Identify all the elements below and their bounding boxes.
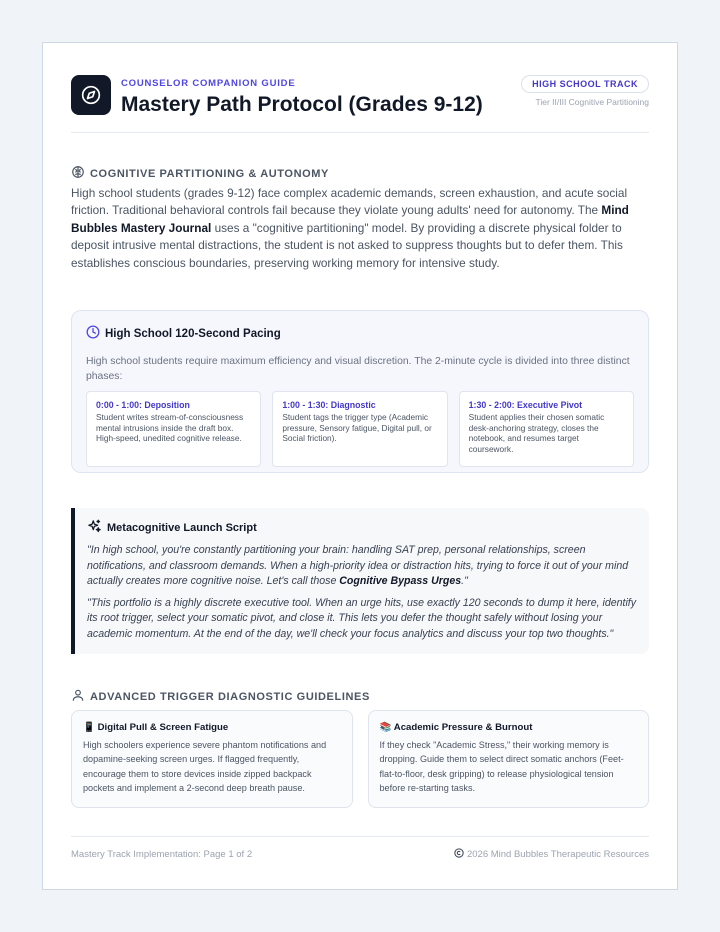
script-p1-a: "In high school, you're constantly partitioning your brain: handling SAT prep, personal relationships, screen notifications, and classroom demands. When a high-priority idea or distraction hits, trying to force it out of your mind actually creates more cognitive noise. Let's call those bbox=[87, 544, 629, 587]
pacing-description: High school students require maximum efficiency and visual discretion. The 2-minute cycle is divided into three distinct phases: bbox=[86, 356, 630, 382]
document-header bbox=[71, 75, 649, 133]
copyright-icon bbox=[454, 848, 464, 861]
script-p1-bold: Cognitive Bypass Urges bbox=[339, 575, 462, 587]
books-icon: 📚 bbox=[379, 722, 392, 733]
script-paragraph-1 bbox=[87, 543, 637, 590]
section-heading-diagnostics bbox=[71, 688, 370, 705]
card-heading bbox=[380, 722, 638, 733]
diagnostic-card-academic bbox=[368, 710, 650, 808]
phase-text: Student tags the trigger type (Academic pressure, Sensory fatigue, Digital pull, or Social friction). bbox=[282, 412, 432, 444]
footer-page-info: Mastery Track Implementation: Page 1 of 2 bbox=[71, 849, 253, 860]
script-paragraph-2: "This portfolio is a highly discrete executive tool. When an urge hits, use exactly 120 seconds to dump it here, identify its root trigger, select your somatic pivot, and close it. This lets you defer the thought safely without losing your academic momentum. At the end of the day, we'll check your focus analytics and discuss your top two thoughts." bbox=[87, 596, 637, 640]
clock-icon bbox=[86, 325, 100, 342]
document-page bbox=[42, 42, 678, 890]
compass-logo-icon bbox=[71, 75, 111, 115]
user-icon bbox=[71, 688, 85, 705]
pacing-box bbox=[71, 310, 649, 473]
section-heading-partitioning bbox=[71, 165, 329, 182]
track-subtitle: Tier II/III Cognitive Partitioning bbox=[535, 97, 649, 107]
card-title: Academic Pressure & Burnout bbox=[393, 722, 533, 733]
phase-list bbox=[86, 391, 634, 467]
page-footer bbox=[71, 836, 649, 861]
card-heading bbox=[83, 722, 341, 733]
card-text: High schoolers experience severe phantom notifications and dopamine-seeking screen urges. If flagged frequently, encourage them to store devices inside zipped backpack pockets and implement a 2-second deep breath pause. bbox=[83, 740, 327, 794]
footer-copyright-text: 2026 Mind Bubbles Therapeutic Resources bbox=[466, 849, 649, 860]
script-p1-b: ." bbox=[461, 575, 468, 587]
phase-card bbox=[86, 391, 261, 467]
diagnostic-card-digital bbox=[71, 710, 353, 808]
phase-text: Student applies their chosen somatic desk-anchoring strategy, closes the notebook, and resumes target coursework. bbox=[468, 412, 605, 454]
page-title: Mastery Path Protocol (Grades 9-12) bbox=[121, 93, 483, 116]
script-heading bbox=[87, 519, 637, 537]
pacing-heading-text: High School 120-Second Pacing bbox=[105, 327, 281, 340]
footer-copyright bbox=[454, 848, 649, 861]
intro-text-a: High school students (grades 9-12) face complex academic demands, screen exhaustion, and acute social friction. Traditional behavioral controls fail because they violate young adults' need for autonomy. The bbox=[71, 186, 628, 218]
section-heading-text: COGNITIVE PARTITIONING & AUTONOMY bbox=[90, 167, 329, 180]
journal-name: Mind Bubbles Mastery Journal bbox=[71, 203, 629, 235]
track-badge: HIGH SCHOOL TRACK bbox=[521, 75, 649, 93]
phase-title: 1:00 - 1:30: Diagnostic bbox=[282, 400, 376, 410]
launch-script bbox=[71, 508, 649, 654]
phase-card bbox=[272, 391, 447, 467]
phase-title: 0:00 - 1:00: Deposition bbox=[96, 400, 190, 410]
intro-text-b: uses a "cognitive partitioning" model. By providing a discrete physical folder to deposit intrusive mental distractions, the student is not asked to suppress thoughts but to defer them. This establishes conscious boundaries, preserving working memory for intensive study. bbox=[71, 220, 623, 270]
pacing-heading bbox=[86, 325, 634, 342]
guide-eyebrow: COUNSELOR COMPANION GUIDE bbox=[121, 78, 296, 89]
phase-card bbox=[459, 391, 634, 467]
section-heading-text: ADVANCED TRIGGER DIAGNOSTIC GUIDELINES bbox=[90, 690, 370, 703]
brain-icon bbox=[71, 165, 85, 182]
phase-text: Student writes stream-of-consciousness mental intrusions inside the draft box. High-speed, unedited cognitive release. bbox=[96, 412, 244, 444]
card-title: Digital Pull & Screen Fatigue bbox=[97, 722, 229, 733]
phone-icon: 📱 bbox=[83, 722, 95, 733]
card-text: If they check "Academic Stress," their working memory is dropping. Guide them to select direct somatic anchors (Feet-flat-to-floor, desk gripping) to release physiological tension before re-starting tasks. bbox=[379, 740, 624, 794]
script-heading-text: Metacognitive Launch Script bbox=[107, 522, 257, 534]
sparkles-icon bbox=[87, 519, 102, 537]
diagnostic-cards bbox=[71, 710, 649, 808]
intro-paragraph bbox=[71, 185, 649, 272]
phase-title: 1:30 - 2:00: Executive Pivot bbox=[468, 400, 583, 410]
